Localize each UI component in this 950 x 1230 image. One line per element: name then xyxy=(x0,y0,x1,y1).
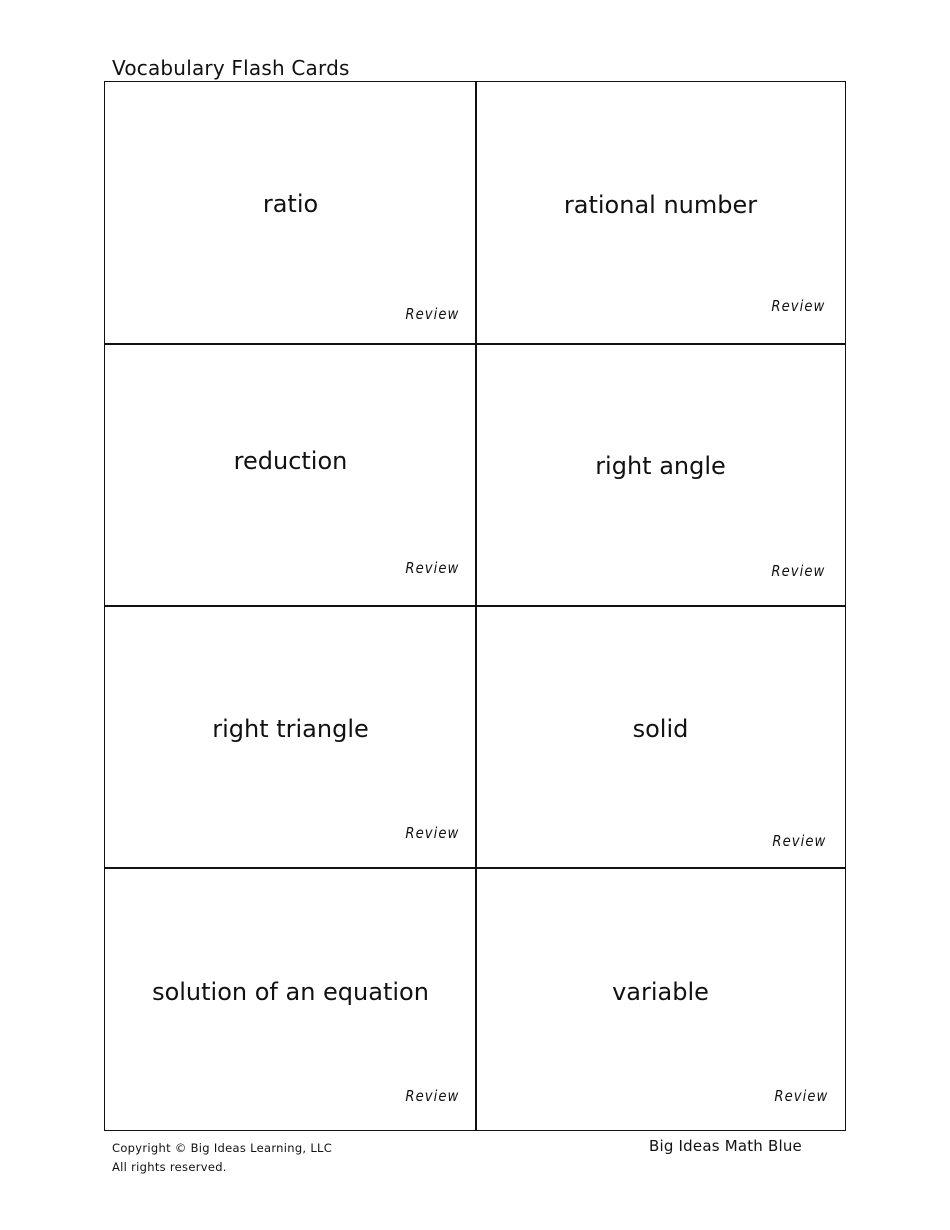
card-review-tag: Review xyxy=(404,824,459,842)
flash-card xyxy=(105,344,476,606)
card-term: solid xyxy=(632,715,689,743)
card-term: rational number xyxy=(563,191,758,219)
card-term: variable xyxy=(612,978,709,1006)
card-review-tag: Review xyxy=(404,1087,459,1105)
copyright-notice xyxy=(112,1139,332,1177)
card-term: right triangle xyxy=(212,715,369,743)
flash-card xyxy=(476,82,845,344)
flash-card xyxy=(476,606,845,868)
card-term: ratio xyxy=(262,190,319,218)
publisher-brand: Big Ideas Math Blue xyxy=(649,1137,802,1155)
page-title: Vocabulary Flash Cards xyxy=(112,56,350,80)
card-term: reduction xyxy=(233,447,348,475)
card-review-tag: Review xyxy=(404,559,459,577)
card-review-tag: Review xyxy=(770,562,825,580)
card-term: right angle xyxy=(595,452,726,480)
card-review-tag: Review xyxy=(773,1087,828,1105)
rights-line: All rights reserved. xyxy=(112,1160,227,1174)
flash-card xyxy=(476,344,845,606)
flash-card xyxy=(105,606,476,868)
card-term: solution of an equation xyxy=(152,978,429,1006)
flash-card xyxy=(105,868,476,1130)
flash-card xyxy=(476,868,845,1130)
card-review-tag: Review xyxy=(404,305,459,323)
flash-card-grid xyxy=(104,81,846,1131)
card-review-tag: Review xyxy=(770,297,825,315)
copyright-line: Copyright © Big Ideas Learning, LLC xyxy=(112,1141,333,1155)
card-review-tag: Review xyxy=(771,832,826,850)
flash-card xyxy=(105,82,476,344)
